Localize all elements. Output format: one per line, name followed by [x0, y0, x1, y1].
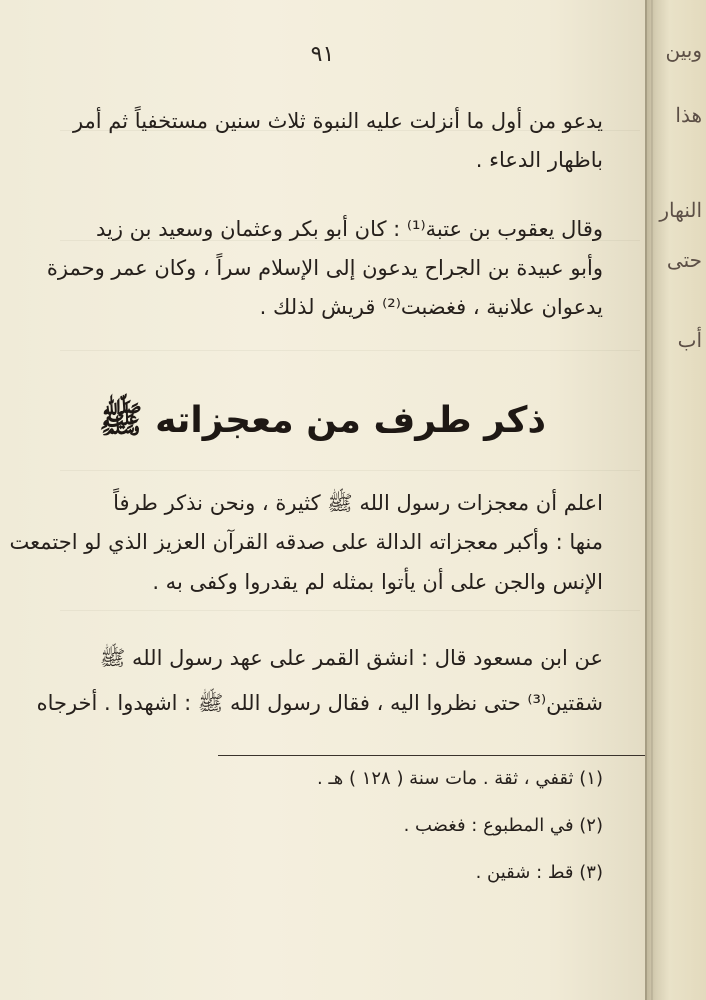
paragraph-2-line-2: وأبو عبيدة بن الجراح يدعون إلى الإسلام سراً ، وكان عمر وحمزة	[46, 256, 603, 280]
footnote-2: (٢) في المطبوع : فغضب .	[403, 815, 603, 836]
paragraph-4-line-2: شقتين⁽³⁾ حتى نظروا اليه ، فقال رسول الله ﷺ : اشهدوا . أخرجاه	[36, 691, 603, 715]
margin-note: النهار	[659, 198, 702, 222]
bleed-through-line	[60, 610, 640, 611]
paragraph-3-line-3: الإنس والجن على أن يأتوا بمثله لم يقدروا وكفى به .	[152, 570, 603, 594]
bleed-through-line	[60, 350, 640, 351]
margin-note: حتى	[666, 248, 702, 272]
page-gutter-line	[645, 0, 647, 1000]
footnote-3: (٣) قط : شقين .	[475, 862, 603, 883]
footnote-1: (١) ثقفي ، ثقة . مات سنة ( ١٢٨ ) هـ .	[317, 768, 603, 789]
paragraph-3-line-2: منها : وأكبر معجزاته الدالة على صدقه القرآن العزيز الذي لو اجتمعت	[9, 530, 603, 554]
page-number: ٩١	[310, 42, 335, 67]
paragraph-1-line-1: يدعو من أول ما أنزلت عليه النبوة ثلاث سنين مستخفياً ثم أمر	[72, 109, 603, 133]
margin-note: هذا	[675, 103, 702, 127]
footnote-divider	[218, 755, 645, 756]
margin-note: أب	[677, 328, 702, 352]
adjacent-page-edge	[645, 0, 706, 1000]
page-gutter-line	[651, 0, 653, 1000]
bleed-through-line	[60, 470, 640, 471]
paragraph-2-line-3: يدعوان علانية ، فغضبت⁽²⁾ قريش لذلك .	[259, 295, 603, 319]
paragraph-3-line-1: اعلم أن معجزات رسول الله ﷺ كثيرة ، ونحن نذكر طرفاً	[113, 491, 603, 515]
paragraph-4-line-1: عن ابن مسعود قال : انشق القمر على عهد رسول الله ﷺ	[99, 646, 603, 670]
paragraph-1-line-2: باظهار الدعاء .	[475, 148, 603, 172]
margin-note: وبين	[665, 38, 702, 62]
paragraph-2-line-1: وقال يعقوب بن عتبة⁽¹⁾ : كان أبو بكر وعثمان وسعيد بن زيد	[96, 217, 603, 241]
section-heading: ذكر طرف من معجزاته ﷺ	[99, 400, 546, 441]
